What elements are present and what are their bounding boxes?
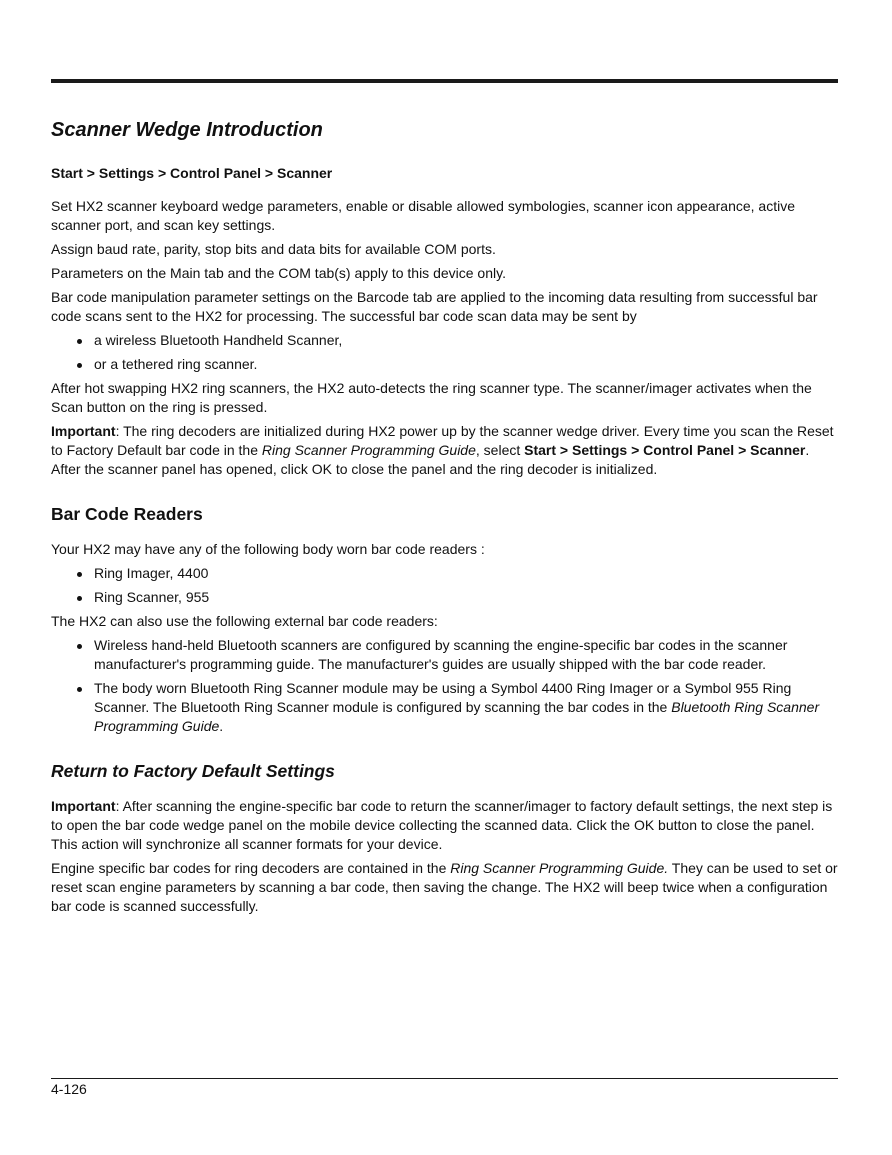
guide-reference: Bluetooth Ring Scanner Programming Guide (94, 699, 820, 734)
send-by-list (51, 331, 838, 374)
body-worn-readers-list (51, 564, 838, 607)
intro-paragraph-1: Set HX2 scanner keyboard wedge parameters, enable or disable allowed symbologies, scanner icon appearance, active scanner port, and scan key settings. (51, 198, 795, 233)
navigation-path-inline: Start > Settings > Control Panel > Scanner (524, 442, 806, 458)
intro-paragraph-5: After hot swapping HX2 ring scanners, the HX2 auto-detects the ring scanner type. The scanner/imager activates when the Scan button on the ring is pressed. (51, 380, 812, 415)
readers-paragraph-1: Your HX2 may have any of the following body worn bar code readers : (51, 541, 485, 557)
section-heading-factory-default: Return to Factory Default Settings (51, 761, 335, 781)
important-label: Important (51, 798, 116, 814)
section-heading-readers: Bar Code Readers (51, 504, 203, 524)
footer-rule (51, 1078, 838, 1079)
factory-paragraph-2: Engine specific bar codes for ring decoders are contained in the Ring Scanner Programming Guide. They can be used to set or reset scan engine parameters by scanning a bar code, then saving the change. The HX2 will beep twice when a configuration bar code is scanned successfully. (51, 860, 838, 914)
document-body (51, 116, 838, 921)
navigation-path: Start > Settings > Control Panel > Scanner (51, 165, 333, 181)
page-title: Scanner Wedge Introduction (51, 119, 323, 141)
external-readers-list (51, 636, 838, 736)
readers-paragraph-2: The HX2 can also use the following external bar code readers: (51, 613, 438, 629)
list-item: a wireless Bluetooth Handheld Scanner, (94, 331, 838, 350)
list-item: Wireless hand-held Bluetooth scanners are configured by scanning the engine-specific bar codes in the scanner manufacturer's programming guide. The manufacturer's guides are usually shipped with the bar code reader. (94, 636, 838, 674)
page-number: 4-126 (51, 1081, 87, 1097)
important-note: Important: The ring decoders are initialized during HX2 power up by the scanner wedge driver. Every time you scan the Reset to Factory Default bar code in the Ring Scanner Programming Guide, select Start > Settings > Control Panel > Scanner. After the scanner panel has opened, click OK to close the panel and the ring decoder is initialized. (51, 423, 834, 477)
factory-important-note: Important: After scanning the engine-specific bar code to return the scanner/imager to factory default settings, the next step is to open the bar code wedge panel on the mobile device collecting the scanned data. Click the OK button to close the panel. This action will synchronize all scanner formats for your device. (51, 798, 833, 852)
header-rule (51, 79, 838, 83)
intro-paragraph-2: Assign baud rate, parity, stop bits and data bits for available COM ports. (51, 241, 496, 257)
list-item: Ring Scanner, 955 (94, 588, 838, 607)
intro-paragraph-3: Parameters on the Main tab and the COM tab(s) apply to this device only. (51, 265, 506, 281)
guide-reference: Ring Scanner Programming Guide (261, 442, 476, 458)
important-label: Important (51, 423, 116, 439)
list-item: or a tethered ring scanner. (94, 355, 838, 374)
intro-paragraph-4: Bar code manipulation parameter settings on the Barcode tab are applied to the incoming data resulting from successful bar code scans sent to the HX2 for processing. The successful bar code scan data may be sent by (51, 289, 818, 324)
list-item: Ring Imager, 4400 (94, 564, 838, 583)
list-item: The body worn Bluetooth Ring Scanner module may be using a Symbol 4400 Ring Imager or a Symbol 955 Ring Scanner. The Bluetooth Ring Scanner module is configured by scanning the bar codes in the Bluetooth Ring Scanner Programming Guide. (94, 679, 838, 736)
guide-reference: Ring Scanner Programming Guide. (450, 860, 669, 876)
